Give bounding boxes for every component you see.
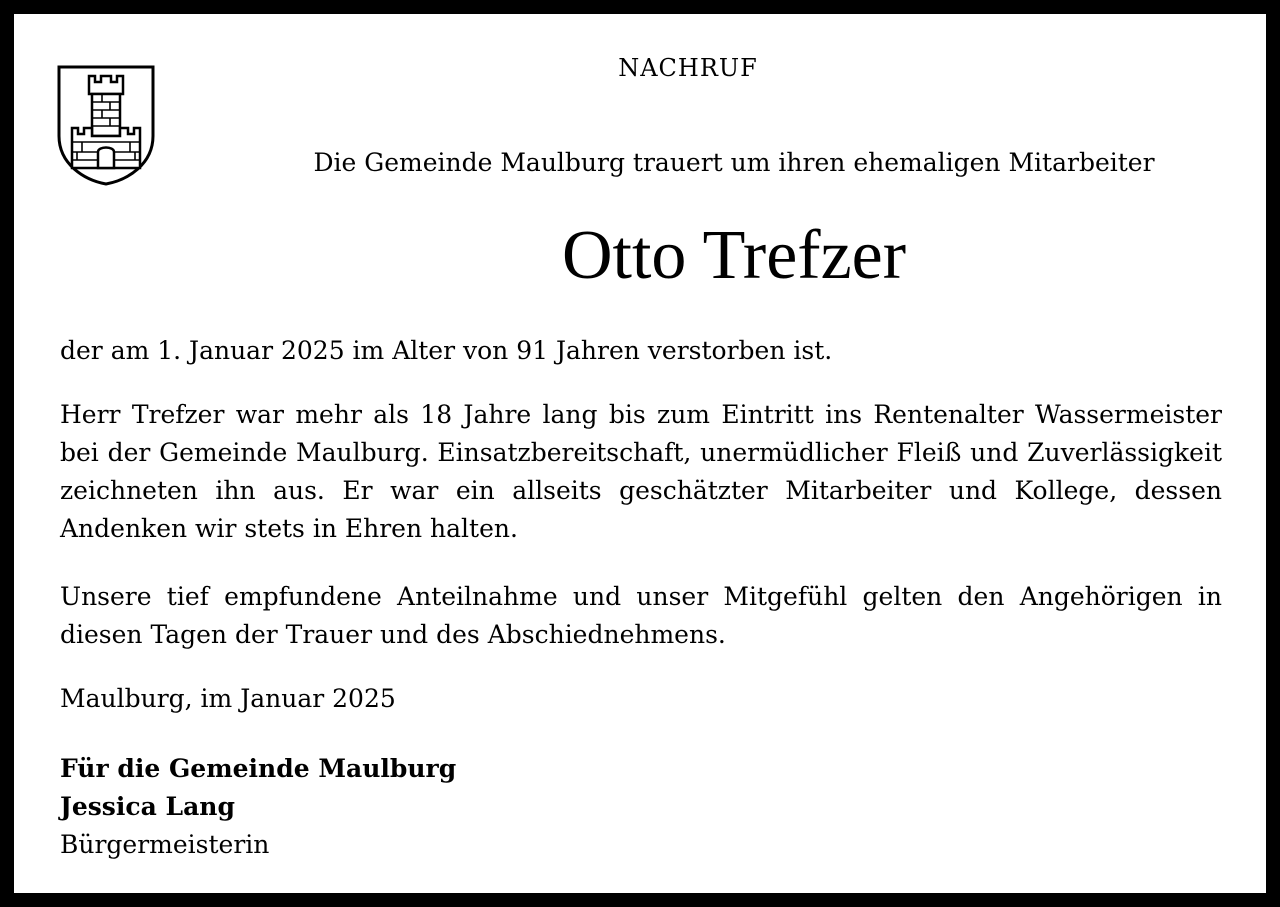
condolence-paragraph: Unsere tief empfundene Anteilnahme und unser Mitgefühl gelten den Angehörigen in diesen Tagen der Trauer und des Abschiednehmens. — [60, 582, 1222, 649]
castle-tower-crest-icon — [56, 64, 156, 186]
signature-block — [60, 750, 456, 864]
deceased-name: Otto Trefzer — [561, 217, 907, 294]
place-date-line: Maulburg, im Januar 2025 — [60, 684, 396, 713]
notice-subtitle: Die Gemeinde Maulburg trauert um ihren ehemaligen Mitarbeiter — [313, 148, 1155, 177]
tribute-paragraph: Herr Trefzer war mehr als 18 Jahre lang bis zum Eintritt ins Rentenalter Wassermeister bei der Gemeinde Maulburg. Einsatzbereitschaft, unermüdlicher Fleiß und Zuverlässigkeit zeichneten ihn aus. Er war ein allseits geschätzter Mitarbeiter und Kollege, dessen Andenken wir stets in Ehren halten. — [60, 400, 1222, 543]
signature-organization: Für die Gemeinde Maulburg — [60, 754, 457, 783]
obituary-notice — [14, 14, 1266, 893]
death-date-paragraph: der am 1. Januar 2025 im Alter von 91 Jahren verstorben ist. — [60, 336, 833, 365]
signatory-name: Jessica Lang — [60, 792, 235, 821]
signatory-title: Bürgermeisterin — [60, 830, 270, 859]
notice-kicker: NACHRUF — [618, 54, 758, 82]
